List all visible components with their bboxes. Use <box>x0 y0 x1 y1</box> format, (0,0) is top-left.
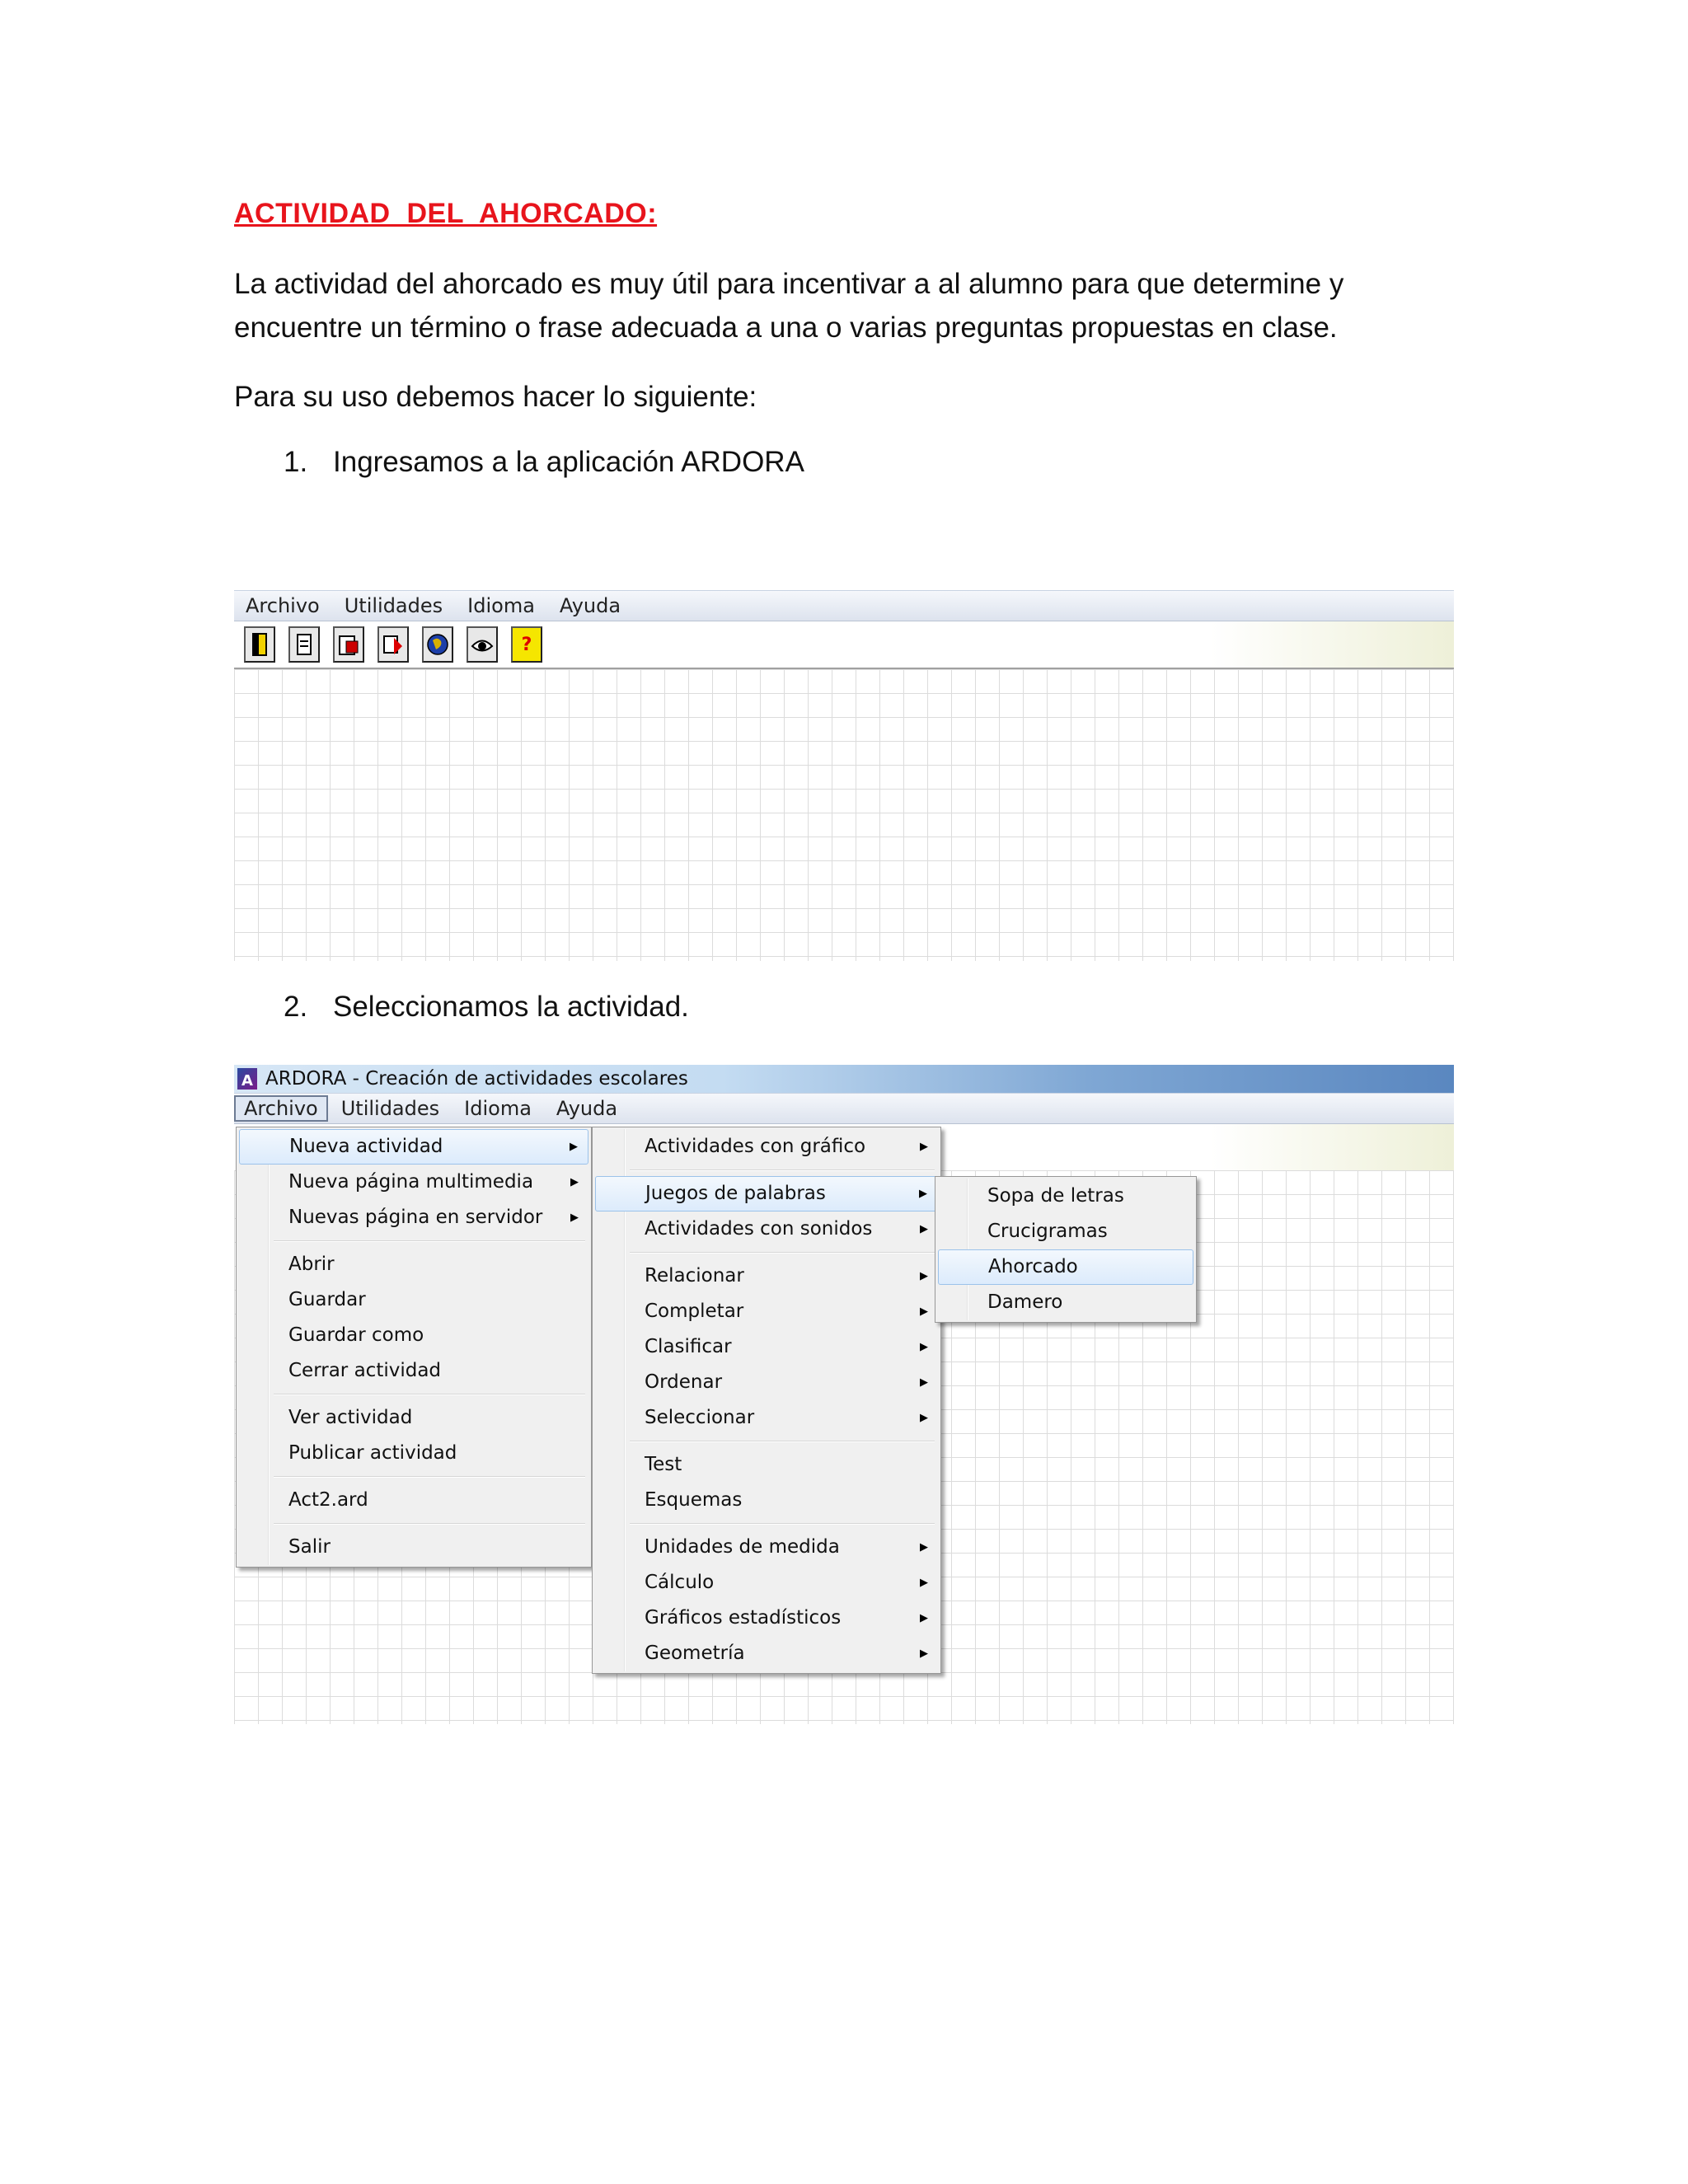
menu-item-ordenar[interactable]: Ordenar ▶ <box>595 1365 938 1400</box>
menu-item-publicar-actividad[interactable]: Publicar actividad <box>288 1442 457 1464</box>
menu-item-guardar[interactable]: Guardar <box>288 1289 366 1310</box>
menu-bar <box>234 1093 1454 1124</box>
ardora-screenshot-1 <box>234 590 1454 961</box>
menu-item-recent-file[interactable]: Act2.ard <box>288 1489 368 1511</box>
menu-item-abrir[interactable]: Abrir <box>288 1254 335 1275</box>
app-logo-icon: A <box>237 1068 257 1090</box>
menu-item-unidades-medida[interactable]: Unidades de medida ▶ <box>595 1530 938 1565</box>
menu-item-relacionar[interactable]: Relacionar ▶ <box>595 1258 938 1294</box>
menu-item-juegos-de-palabras[interactable]: Juegos de palabras ▶ <box>595 1176 938 1212</box>
nueva-actividad-submenu <box>592 1127 941 1674</box>
menu-item-nuevas-pagina-servidor[interactable]: Nuevas página en servidor ▶ <box>239 1200 588 1235</box>
help-icon[interactable]: ? <box>511 626 542 663</box>
save-export-icon[interactable] <box>377 626 409 663</box>
step-2 <box>284 991 689 1024</box>
menu-archivo[interactable]: Archivo <box>246 594 320 617</box>
menu-item-ahorcado[interactable]: Ahorcado <box>938 1249 1193 1285</box>
menu-idioma[interactable]: Idioma <box>467 594 535 617</box>
menu-item-graficos-estadisticos[interactable]: Gráficos estadísticos ▶ <box>595 1601 938 1636</box>
page-title: ACTIVIDAD DEL AHORCADO: <box>234 198 658 229</box>
intro-paragraph: La actividad del ahorcado es muy útil para incentivar a al alumno para que determine y encuentre un término o frase adecuada a una o varias preguntas propuestas en clase. <box>234 268 1344 344</box>
menu-utilidades[interactable]: Utilidades <box>340 1097 440 1120</box>
new-document-icon[interactable] <box>288 626 320 663</box>
menu-ayuda[interactable]: Ayuda <box>559 594 621 617</box>
menu-item-nueva-actividad[interactable]: Nueva actividad ▶ <box>239 1129 588 1165</box>
menu-utilidades[interactable]: Utilidades <box>344 594 443 617</box>
menu-separator <box>630 1169 935 1171</box>
archivo-menu <box>236 1127 592 1568</box>
menu-item-salir[interactable]: Salir <box>288 1536 331 1558</box>
menu-bar <box>234 590 1454 621</box>
step-text: Seleccionamos la actividad. <box>333 991 689 1023</box>
ardora-screenshot-2 <box>234 1065 1454 1724</box>
menu-item-sopa-de-letras[interactable]: Sopa de letras <box>987 1185 1124 1207</box>
menu-separator <box>274 1240 585 1242</box>
menu-item-nueva-pagina-multimedia[interactable]: Nueva página multimedia ▶ <box>239 1165 588 1200</box>
save-icon[interactable] <box>333 626 364 663</box>
instructions-paragraph: Para su uso debemos hacer lo siguiente: <box>234 381 757 413</box>
menu-separator <box>274 1523 585 1525</box>
menu-item-actividades-grafico[interactable]: Actividades con gráfico ▶ <box>595 1129 938 1165</box>
menu-item-clasificar[interactable]: Clasificar ▶ <box>595 1329 938 1365</box>
window-titlebar <box>234 1065 1454 1093</box>
step-number: 2. <box>284 991 308 1023</box>
step-1 <box>284 446 804 479</box>
step-text: Ingresamos a la aplicación ARDORA <box>333 446 804 478</box>
menu-item-damero[interactable]: Damero <box>987 1291 1063 1313</box>
menu-idioma[interactable]: Idioma <box>464 1097 532 1120</box>
menu-separator <box>274 1476 585 1478</box>
menu-separator <box>630 1252 935 1254</box>
menu-separator <box>630 1441 935 1442</box>
menu-item-calculo[interactable]: Cálculo ▶ <box>595 1565 938 1601</box>
globe-icon[interactable] <box>422 626 453 663</box>
step-number: 1. <box>284 446 308 478</box>
menu-archivo[interactable]: Archivo <box>234 1095 328 1122</box>
juegos-de-palabras-submenu <box>935 1176 1197 1323</box>
workspace-grid <box>234 669 1454 961</box>
menu-item-crucigramas[interactable]: Crucigramas <box>987 1221 1108 1242</box>
menu-item-completar[interactable]: Completar ▶ <box>595 1294 938 1329</box>
menu-item-ver-actividad[interactable]: Ver actividad <box>288 1407 413 1428</box>
menu-item-geometria[interactable]: Geometría ▶ <box>595 1636 938 1671</box>
menu-item-test[interactable]: Test <box>645 1454 682 1475</box>
menu-item-cerrar-actividad[interactable]: Cerrar actividad <box>288 1360 442 1381</box>
toolbar <box>234 621 1454 670</box>
window-title: ARDORA - Creación de actividades escolares <box>265 1068 688 1090</box>
menu-item-esquemas[interactable]: Esquemas <box>645 1489 743 1511</box>
exit-icon[interactable] <box>244 626 275 663</box>
view-eye-icon[interactable] <box>467 626 498 663</box>
menu-separator <box>630 1523 935 1525</box>
menu-item-actividades-sonidos[interactable]: Actividades con sonidos ▶ <box>595 1212 938 1247</box>
menu-item-seleccionar[interactable]: Seleccionar ▶ <box>595 1400 938 1436</box>
menu-item-guardar-como[interactable]: Guardar como <box>288 1324 424 1346</box>
menu-ayuda[interactable]: Ayuda <box>556 1097 618 1120</box>
menu-separator <box>274 1394 585 1395</box>
